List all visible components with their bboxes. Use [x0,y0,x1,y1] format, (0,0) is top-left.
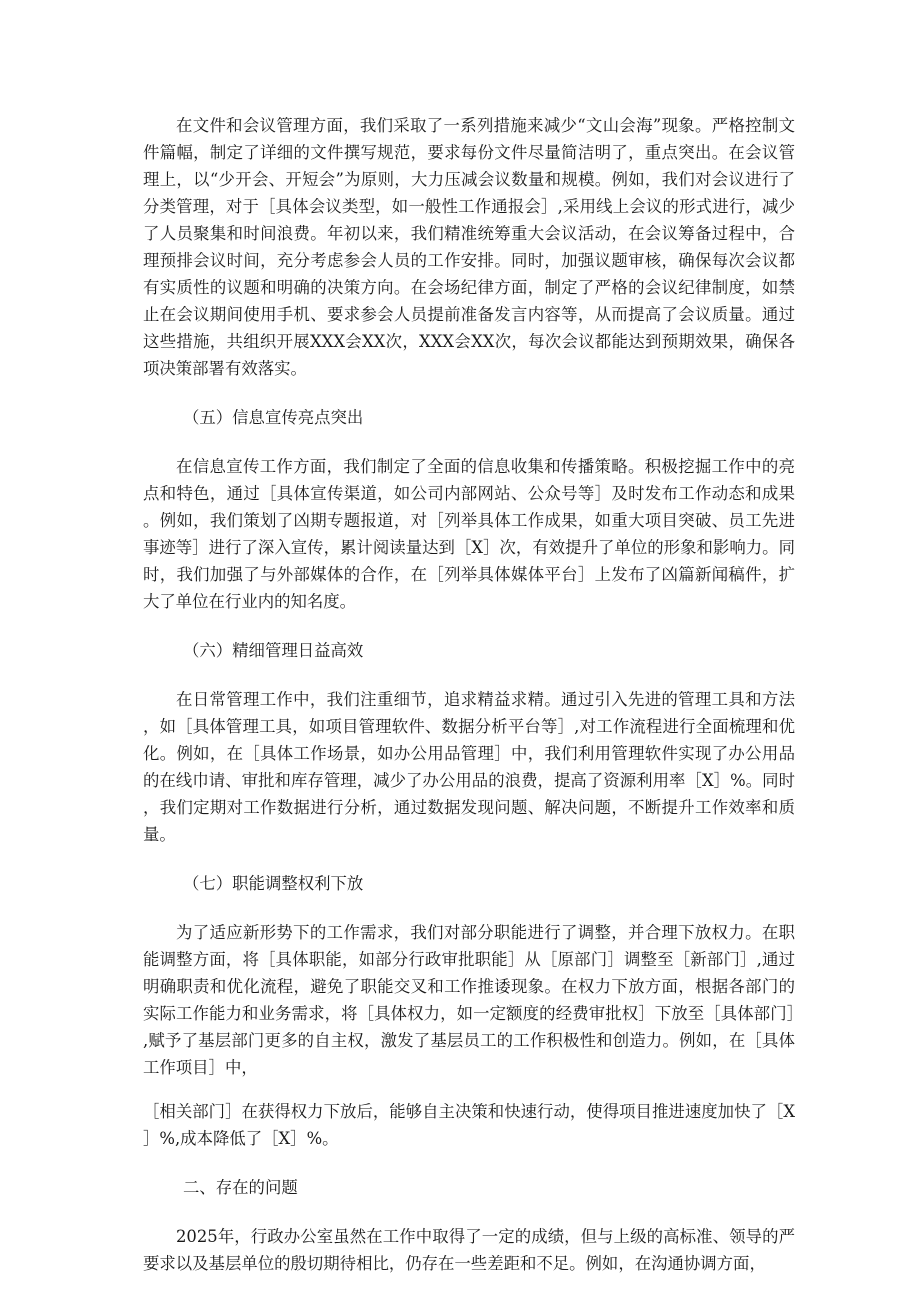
section-heading-6: （六）精细管理日益高效 [183,641,364,660]
paragraph-department-result: ［相关部门］在获得权力下放后，能够自主决策和快速行动，使得项目推进速度加快了［X］%,成本降低了［X］%。 [143,1102,795,1148]
section-heading-problems: 二、存在的问题 [183,1178,298,1197]
paragraph-meeting-management: 在文件和会议管理方面，我们采取了一系列措施来减少“文山会海”现象。严格控制文件篇幅，制定了详细的文件撰写规范，要求每份文件尽量简洁明了，重点突出。在会议管理上，以“少开会、开短会”为原则，大力压减会议数量和规模。例如，我们对会议进行了分类管理，对于［具体会议类型，如一般性工作通报会］,采用线上会议的形式进行，减少了人员聚集和时间浪费。年初以来，我们精准统筹重大会议活动，在会议筹备过程中，合理预排会议时间，充分考虑参会人员的工作安排。同时，加强议题审核，确保每次会议都有实质性的议题和明确的决策方向。在会场纪律方面，制定了严格的会议纪律制度，如禁止在会议期间使用手机、要求参会人员提前准备发言内容等，从而提高了会议质量。通过这些措施，共组织开展XXX会XX次，XXX会XX次，每次会议都能达到预期效果，确保各项决策部署有效落实。 [143,116,795,378]
paragraph-publicity: 在信息宣传工作方面，我们制定了全面的信息收集和传播策略。积极挖掘工作中的亮点和特色，通过［具体宣传渠道，如公司内部网站、公众号等］及时发布工作动态和成果。例如，我们策划了凶期专题报道，对［列举具体工作成果，如重大项目突破、员工先进事迹等］进行了深入宣传，累计阅读量达到［X］次，有效提升了单位的形象和影响力。同时，我们加强了与外部媒体的合作，在［列举具体媒体平台］上发布了凶篇新闻稿件，扩大了单位在行业内的知名度。 [143,457,795,611]
paragraph-function-adjustment: 为了适应新形势下的工作需求，我们对部分职能进行了调整，并合理下放权力。在职能调整方面，将［具体职能，如部分行政审批职能］从［原部门］调整至［新部门］,通过明确职责和优化流程，避免了职能交叉和工作推诿现象。在权力下放方面，根据各部门的实际工作能力和业务需求，将［具体权力，如一定额度的经费审批权］下放至［具体部门］,赋予了基层部门更多的自主权，激发了基层员工的工作积极性和创造力。例如，在［具体工作项目］中， [143,923,795,1077]
document-body [143,112,795,1277]
paragraph-problems: 2025年，行政办公室虽然在工作中取得了一定的成绩，但与上级的高标准、领导的严要求以及基层单位的殷切期待相比，仍存在一些差距和不足。例如，在沟通协调方面， [143,1227,795,1273]
paragraph-fine-management: 在日常管理工作中，我们注重细节，追求精益求精。通过引入先进的管理工具和方法，如［具体管理工具，如项目管理软件、数据分析平台等］,对工作流程进行全面梳理和优化。例如，在［具体工作场景，如办公用品管理］中，我们利用管理软件实现了办公用品的在线巾请、审批和库存管理，减少了办公用品的浪费，提高了资源利用率［X］%。同时，我们定期对工作数据进行分析，通过数据发现问题、解决问题，不断提升工作效率和质量。 [143,690,795,844]
section-heading-7: （七）职能调整权利下放 [183,874,364,893]
section-heading-5: （五）信息宣传亮点突出 [183,408,364,427]
